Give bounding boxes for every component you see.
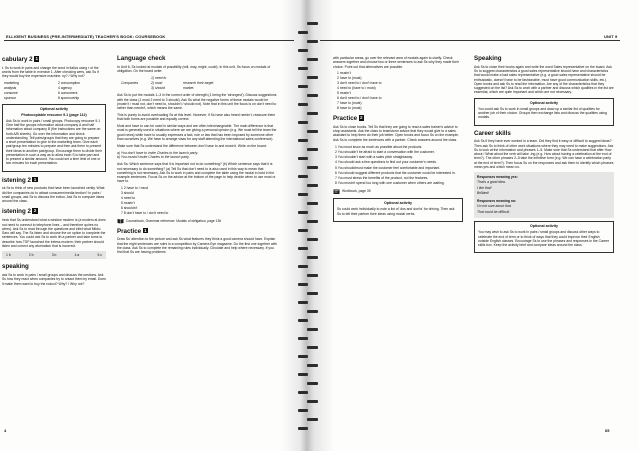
binding-ring [307, 400, 318, 403]
box-text: Ask Ss to work in pairs / small groups. Photocopy resource 9.1 Give half the groups information about company A and half information about company B (the instructions are the same on both A/B sheets). Go over the information and check understanding. Tell pairs/groups that they are going to prepare a short presentation to give to the marketing team. Give each pair/group ten minutes to prepare and then ask them to present their ideas to another pair/group. Encourage them to divide their presentation in such a way as to allow each S to take part and to present a similar amount. You could set a time limit of one or two minutes for each presentation. [6, 118, 102, 166]
practice-number-badge: 1 [143, 227, 147, 233]
grid-cell: 2) must [151, 80, 163, 85]
column-3 [333, 56, 463, 226]
reference-text: Coursebook, Grammar reference: Modals of obligation, page 136 [126, 218, 222, 223]
list-item: 8 have to (must) [337, 105, 362, 110]
binding-ring [307, 256, 318, 259]
vocabulary-heading: cabulary 2 1 [2, 56, 39, 63]
running-header-right: UNIT 9 [604, 34, 618, 39]
practice-2-heading: Practice 2 [333, 115, 363, 123]
example-sentence: b) You mustn't invite Charles to the launch party. [117, 155, 190, 160]
box-subtitle: Photocopiable resource 9.1 (page 112) [21, 112, 87, 117]
box-title: Optional activity [40, 106, 68, 111]
binding-ring [298, 247, 308, 250]
grid-cell [183, 76, 243, 80]
workbook-reference-note [333, 189, 463, 195]
binding-ring [298, 265, 308, 268]
vocabulary-number-badge: 1 [35, 56, 39, 61]
list-item: 6 You should suggest different products that the customer could be interested in. [335, 170, 456, 175]
table-cell: 4 agency [58, 86, 72, 90]
binding-ring [307, 76, 318, 79]
paragraph: Ask Ss to close their books again and write the word Sales representative on the board. Ask Ss to suggest characteristics a good sales representative should have and characteristics that would make a bad sales representative (e.g. a good sales representative should be enthusiastic, doesn't have to be fashionable, must have good communication skills, etc.). Open books and ask Ss to read the information. Are any of the characteristics that they suggested on the list? Ask Ss to work with a partner and discuss which qualities in the list are essential, which are quite important and which are not necessary. [474, 64, 614, 95]
modal-example-grid [121, 76, 277, 91]
binding-ring [307, 40, 318, 43]
response-phrase: That's a good idea. [477, 180, 506, 185]
table-cell: consume [4, 90, 18, 95]
book-icon [117, 218, 124, 224]
binding-ring [298, 121, 308, 124]
vocabulary-answer-table [4, 81, 106, 100]
binding-ring [298, 85, 308, 88]
binding-ring [307, 346, 318, 349]
answer: 4 a [74, 253, 80, 257]
reference-text: Workbook, page 39 [342, 189, 371, 194]
paragraph: Ask Ss: Which sentence says that it is important not to do something? (b) Which sentence says that it is not necessary to do something? (a) Tell Ss that don't need to is also used in this way to mean that something is not necessary. Ask Ss to work in pairs and complete the table using the modal in bold in the example sentences. Focus Ss on the advice at the bottom of the page to help decide when to use must or have to. [117, 162, 276, 184]
binding-ring [298, 319, 308, 322]
binding-ring [298, 139, 308, 142]
paragraph: Draw Ss' attention to the picture and ask Ss what features they think a good camera should have. Explain that the eight sentences are rules in a competition by Camera Eye magazine. Do the first one together with the class. Ask Ss to complete the remaining rules individually. Circulate and help where necessary. If you find that Ss are having problems [117, 237, 278, 255]
binding-ring [307, 148, 318, 151]
listening-text: heck that Ss understand what a window modem is (a modem at does not need to connect to telephone lines – and therefore quires no wires). Ask Ss to read through the questions and inlist what Mikko Saro will say. The Ss listen and choose the ue option to complete the sentences. You could ask Ss to work ith a partner and take turns to describe how TSP launched the ireless modem; their partner should listen and correct any aformation that is incorrect. [2, 218, 106, 248]
paragraph: with particular areas, go over the relevant area of modals again to clarify. Check answers together and choose two or three sentences to ask Ss why they made their choice. Point out that alternatives are possible. [333, 56, 459, 69]
grid-cell: market. [183, 85, 195, 90]
table-cell: 8 sponsorship [58, 95, 80, 100]
speaking-heading: speaking [2, 263, 29, 271]
binding-ring [298, 49, 308, 52]
table-cell: 2 consumption [58, 81, 81, 86]
grammar-answer-list [121, 186, 277, 215]
list-item: 7 8 don't have to / don't need to [121, 210, 169, 215]
binding-ring [307, 22, 318, 25]
binding-ring [307, 310, 318, 313]
table-cell: 6 consumers [58, 90, 78, 95]
list-item: 4 You should ask a few questions to find out your customer's needs. [335, 160, 437, 165]
speaking-heading: Speaking [474, 55, 502, 62]
vocabulary-text: t. Ss to work in pairs and change the word in italics using r of the words from the table in exercise 1. After checking wers, ask Ss if they would buy the expensive machine. ny? / Why not? [2, 65, 99, 79]
binding-ring [307, 220, 318, 223]
binding-ring [298, 229, 308, 232]
spiral-binding [298, 22, 318, 442]
practice-number-badge: 2 [359, 115, 363, 121]
optional-activity-box [333, 198, 463, 222]
binding-ring [307, 328, 318, 331]
binding-ring [307, 418, 318, 421]
list-item: 6 shouldn't [121, 205, 138, 210]
table-cell: marketing [4, 81, 19, 86]
binding-ring [298, 373, 308, 376]
binding-ring [298, 31, 308, 34]
language-check-heading: Language check [117, 55, 166, 62]
grid-cell [121, 86, 151, 90]
binding-ring [298, 175, 308, 178]
grid-cell: Companies [121, 80, 139, 85]
response-phrase: That could be difficult. [477, 209, 510, 214]
header-rule-right [320, 40, 620, 41]
binding-ring [298, 193, 308, 196]
binding-ring [298, 427, 308, 430]
list-item: 4 need to [121, 195, 136, 200]
binding-ring [307, 184, 318, 187]
optional-activity-box [474, 98, 614, 126]
answer: 1 b [6, 253, 11, 257]
column-4 [474, 56, 614, 257]
binding-ring [307, 58, 318, 61]
paragraph: Must and have to can be used in similar ways and are often interchangeable. The main difference is that must is generally used in situations where we are giving a personal opinion (e.g. We must tell the team the good news) while have to usually expresses a fact, rule or law that has been imposed by someone other than ourselves (e.g. We have to arrange visas for any staff attending the international sales conference). [117, 124, 277, 141]
binding-ring [307, 238, 318, 241]
listening-number-badge: 2 [33, 208, 37, 214]
paragraph: Make sure that Ss understand the difference between don't have to and mustn't. Write on the board: [117, 143, 267, 148]
column-1 [2, 56, 106, 288]
listening-2b-heading: istening 2 2 [2, 208, 37, 216]
answer: 5 c [97, 253, 102, 257]
listening-text: sk Ss to think of new products that have been launched cently. What did the companies do to attract consumer/media tention? In pairs / small groups, ask Ss to discuss the ection. Ask Ss to compare ideas around the class. [2, 186, 105, 204]
box-title: Optional activity [530, 224, 558, 229]
header-rule-left [4, 40, 294, 41]
box-text: You could ask Ss to work in small groups and draw up a similar list of qualities for another job of their choice. Groups then exchange lists and discuss the qualities using modals. [478, 106, 607, 120]
running-header-left: ELLIGENT BUSINESS (PRE-INTERMEDIATE) TEACHER'S BOOK: COURSEBOOK [6, 34, 166, 39]
list-item: 5 mustn't [337, 91, 351, 96]
binding-ring [307, 130, 318, 133]
list-item: 7 have to (must) [337, 100, 362, 105]
list-item: 5 mustn't [121, 200, 135, 205]
list-item: 7 You must stress the benefits of the product, not the features. [335, 176, 429, 181]
answer: 2 b [28, 253, 34, 257]
page-number-left: 4 [4, 428, 7, 433]
binding-ring [298, 301, 308, 304]
practice-1-answers [337, 71, 463, 110]
list-item: 4 need to (have to / must) [337, 86, 376, 91]
binding-ring [298, 103, 308, 106]
grid-cell: research their target [183, 80, 214, 85]
list-item: 1 You must know as much as possible about the products. [335, 144, 423, 149]
binding-ring [307, 202, 318, 205]
binding-ring [298, 157, 308, 160]
binding-ring [298, 283, 308, 286]
binding-ring [298, 211, 308, 214]
box-text: Ss could work individually to note a list of 'dos and don'ts' for driving. Then ask Ss to tell their partner their ideas using modal verbs. [337, 207, 455, 216]
box-text: You may wish to ask Ss to work in pairs / small groups and discuss other ways to celebrate the end of term or to think of ways that they could improve their English outside English classes. Encourage Ss to use the phrases and responses in the Career skills box. Keep the activity brief and compare ideas around the class. [478, 230, 609, 248]
paragraph: Ask Ss to close books. Tell Ss that they are going to read a sales trainer's advice to shop assistants. Ask the class to brainstorm advice that they would give to a sales assistant to help them do their job better. Open books and focus Ss on the example. Ask Ss to complete the sentences with a partner. Check answers around the class. [333, 124, 459, 142]
binding-ring [307, 274, 318, 277]
binding-ring [298, 391, 308, 394]
response-phrase: Brilliant! [477, 190, 490, 195]
table-cell: analysis [4, 86, 17, 90]
listening-number-badge: 1 [33, 176, 37, 182]
binding-ring [307, 292, 318, 295]
speaking-text: ask Ss to work in pairs / small groups and discuss the uestions. Ask Ss how they react when companies try to ontact them by email. Does it make them want to buy the roduct? Why? / Why not? [2, 273, 106, 286]
paragraph: This is purely to avoid overloading Ss at this level. However, if Ss have also heard needn't, reassure them that both forms are possible and equally correct. [117, 113, 276, 122]
list-item: 3 don't need to / don't have to [337, 81, 382, 86]
list-item: 2 You shouldn't be afraid to start a conversation with the customer. [335, 149, 435, 154]
listening-2-heading: istening 2 1 [2, 176, 37, 184]
list-item: 8 You mustn't spend too long with one customer when others are waiting. [335, 181, 445, 186]
page-number-right: 65 [605, 428, 610, 433]
practice-2-answers [335, 145, 463, 186]
responses-label: Responses meaning no: [477, 199, 517, 204]
list-item: 6 don't need to / don't have to [337, 96, 382, 101]
binding-ring [307, 382, 318, 385]
responses-label: Responses meaning yes: [477, 175, 518, 180]
list-item: 1 mustn't [337, 71, 351, 76]
optional-activity-box [2, 104, 106, 172]
paragraph: Ask Ss to put the modals 1–3 in the correct order of strength (1 being the 'strongest'). Discuss suggestions with the class (1 must 2 need to 3 should). Ask Ss what the negative forms of these modals would be (mustn't / must not, don't need to, shouldn't / should not). Note that in this unit the focus is on don't need to rather than needn't, which means the same. [117, 93, 277, 111]
response-phrase: I like that! [477, 185, 492, 190]
optional-activity-box [474, 221, 614, 253]
example-sentence: a) You don't have to invite Charles to the launch party. [117, 150, 199, 155]
answer-key-row [2, 251, 106, 259]
paragraph: In Unit 6, Ss looked at modals of possibility (will, may, might, could). In this unit, Ss focus on modals of obligation. On the board write: [117, 64, 271, 74]
binding-ring [307, 94, 318, 97]
binding-ring [307, 112, 318, 115]
response-phrase: I'm not sure about that. [477, 204, 512, 209]
grid-cell: 3) should [151, 85, 165, 90]
binding-ring [298, 355, 308, 358]
workbook-icon [333, 189, 340, 195]
responses-box [474, 172, 614, 218]
list-item: 2 have to (must) [337, 76, 362, 81]
column-2 [117, 56, 277, 257]
grid-cell: 1) need to [151, 75, 167, 80]
binding-ring [298, 409, 308, 412]
grid-cell [121, 76, 151, 80]
paragraph: Ask Ss if they have ever worked in a team. Did they find it easy or difficult to suggest ideas? Then ask Ss to think of other work situations where they may need to make suggestions. Ask Ss to look at the information and phrases 1–5. Make sure that Ss understand that after How about / What about the verb will take -ing (e.g. How about having a celebration at the end of term?). The other phrases 2–5 take the infinitive form (e.g. We can have a celebration party at the end of term?). Then focus Ss on the responses and ask them to identify which phrases mean yes and which mean no. [474, 139, 614, 169]
binding-ring [298, 67, 308, 70]
box-title: Optional activity [384, 201, 412, 206]
binding-ring [307, 166, 318, 169]
practice-1-heading: Practice 1 [117, 227, 147, 235]
list-item: 3 You shouldn't start with a sales pitch straightaway. [335, 155, 413, 160]
binding-ring [298, 337, 308, 340]
binding-ring [307, 364, 318, 367]
box-title: Optional activity [530, 100, 558, 105]
answer: 3 b [51, 253, 57, 257]
list-item: 1 2 have to / must [121, 186, 148, 191]
grammar-reference-note [117, 218, 277, 224]
list-item: 5 You should/must make the customer feel comfortable and important. [335, 165, 441, 170]
table-cell: sponsor [4, 95, 17, 100]
list-item: 3 should [121, 191, 134, 196]
career-skills-heading: Career skills [474, 129, 511, 137]
